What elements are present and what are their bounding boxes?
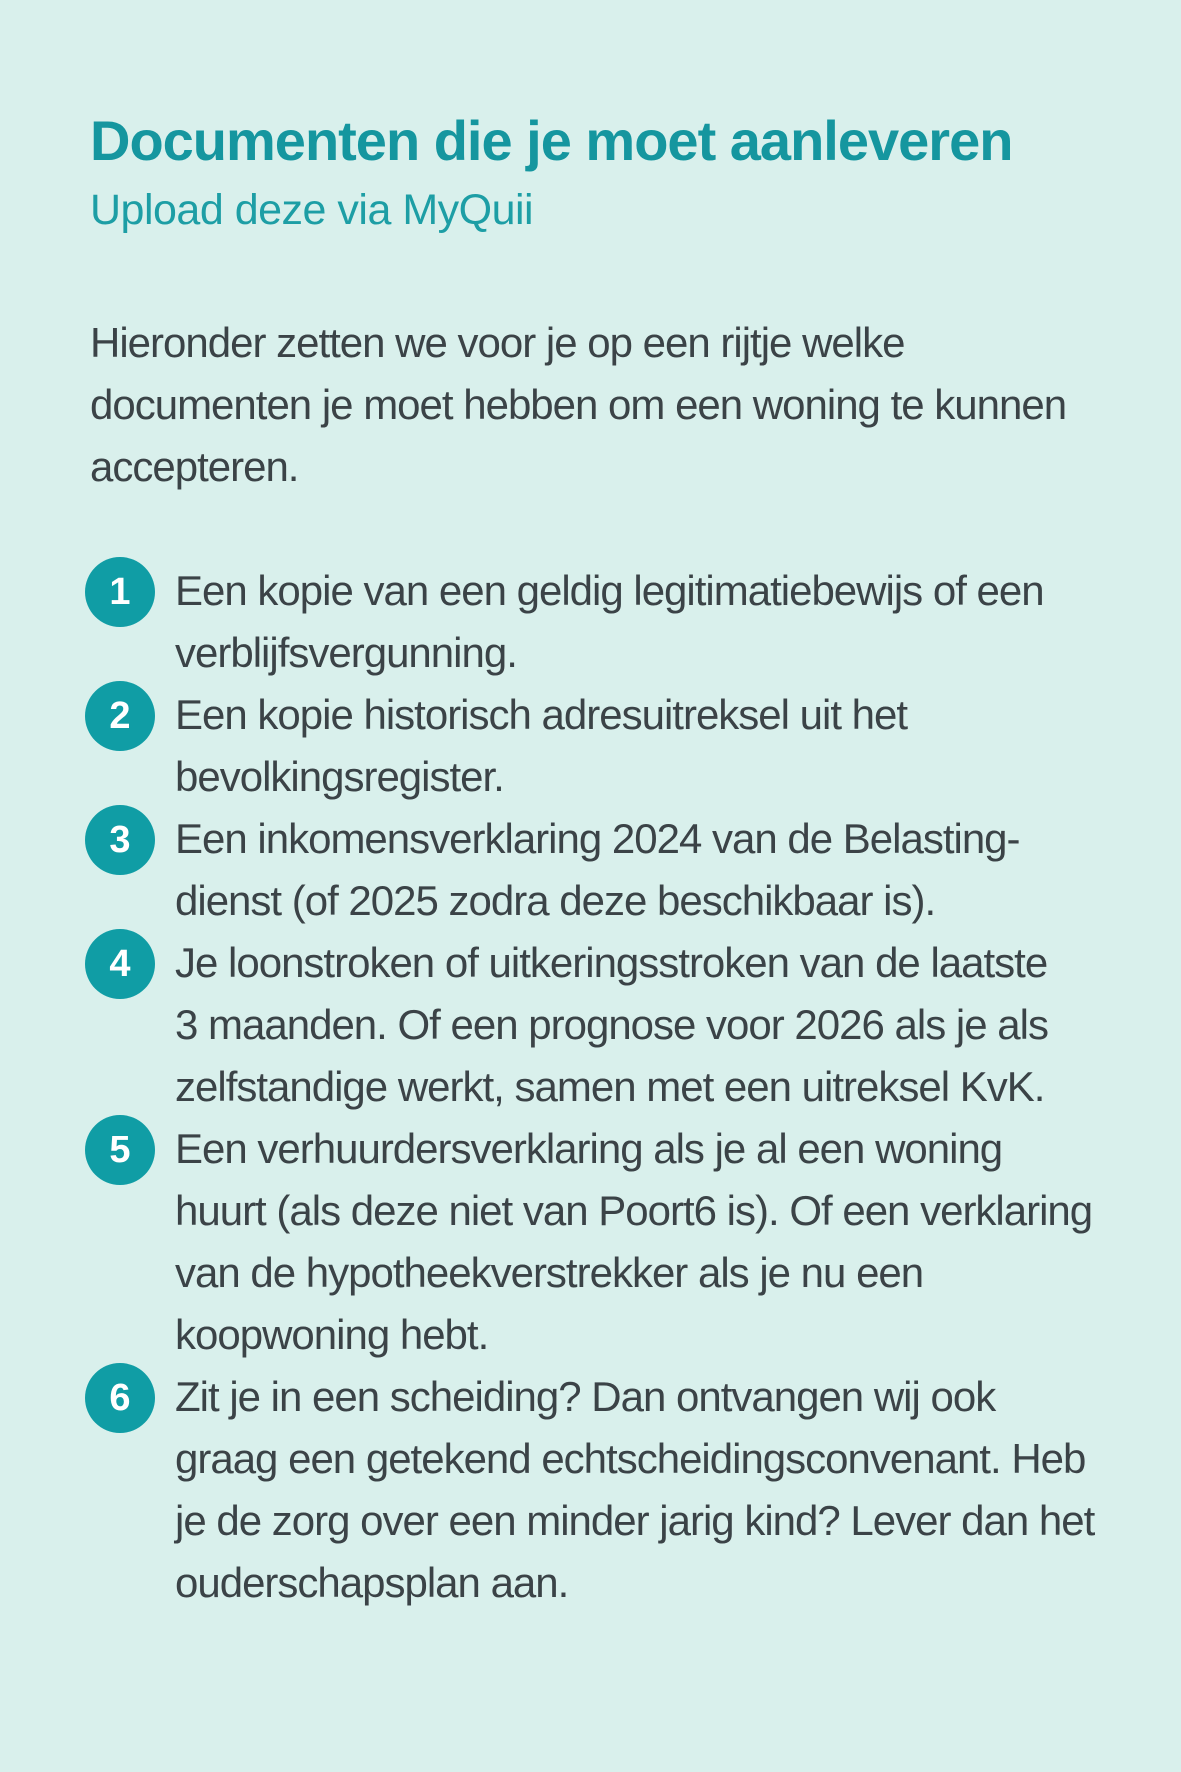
list-item-text — [175, 1118, 1181, 1366]
list-item — [85, 560, 1181, 684]
number-badge: 3 — [85, 805, 155, 875]
list-item-text — [175, 560, 1181, 684]
number-badge: 4 — [85, 929, 155, 999]
text-line: zelfstandige werkt, samen met een uitreksel KvK. — [175, 1063, 1045, 1111]
intro-line: documenten je moet hebben om een woning te kunnen — [90, 381, 1067, 429]
text-line: Zit je in een scheiding? Dan ontvangen wij ook — [175, 1373, 996, 1421]
number-badge: 1 — [85, 557, 155, 627]
text-line: koopwoning hebt. — [175, 1311, 489, 1359]
text-line: Een kopie historisch adresuitreksel uit het — [175, 691, 908, 739]
list-item-text — [175, 684, 1181, 808]
text-line: van de hypotheekverstrekker als je nu een — [175, 1249, 924, 1297]
text-line: Een kopie van een geldig legitimatiebewijs of een — [175, 567, 1044, 615]
text-line: ouderschapsplan aan. — [175, 1559, 569, 1607]
text-line: Een inkomensverklaring 2024 van de Belasting- — [175, 815, 1020, 863]
text-line: 3 maanden. Of een prognose voor 2026 als je als — [175, 1001, 1048, 1049]
list-item-text — [175, 808, 1181, 932]
text-line: huurt (als deze niet van Poort6 is). Of een verklaring — [175, 1187, 1093, 1235]
intro-line: accepteren. — [90, 443, 299, 491]
text-line: bevolkingsregister. — [175, 753, 504, 801]
list-item — [85, 1118, 1181, 1366]
text-line: Je loonstroken of uitkeringsstroken van de laatste — [175, 939, 1048, 987]
list-item-text — [175, 1366, 1181, 1614]
text-line: dienst (of 2025 zodra deze beschikbaar is). — [175, 877, 936, 925]
page-title: Documenten die je moet aanleveren — [90, 109, 1013, 172]
intro-line: Hieronder zetten we voor je op een rijtje welke — [90, 319, 905, 367]
number-badge: 5 — [85, 1115, 155, 1185]
document-list — [85, 560, 1181, 1614]
intro-paragraph — [90, 312, 1181, 498]
list-item — [85, 684, 1181, 808]
text-line: graag een getekend echtscheidingsconvenant. Heb — [175, 1435, 1086, 1483]
number-badge: 2 — [85, 681, 155, 751]
list-item — [85, 932, 1181, 1118]
list-item — [85, 808, 1181, 932]
number-badge: 6 — [85, 1363, 155, 1433]
text-line: Een verhuurdersverklaring als je al een woning — [175, 1125, 1003, 1173]
text-line: verblijfsvergunning. — [175, 629, 517, 677]
list-item — [85, 1366, 1181, 1614]
text-line: je de zorg over een minder jarig kind? Lever dan het — [175, 1497, 1095, 1545]
list-item-text — [175, 932, 1181, 1118]
page-subtitle: Upload deze via MyQuii — [90, 185, 534, 234]
